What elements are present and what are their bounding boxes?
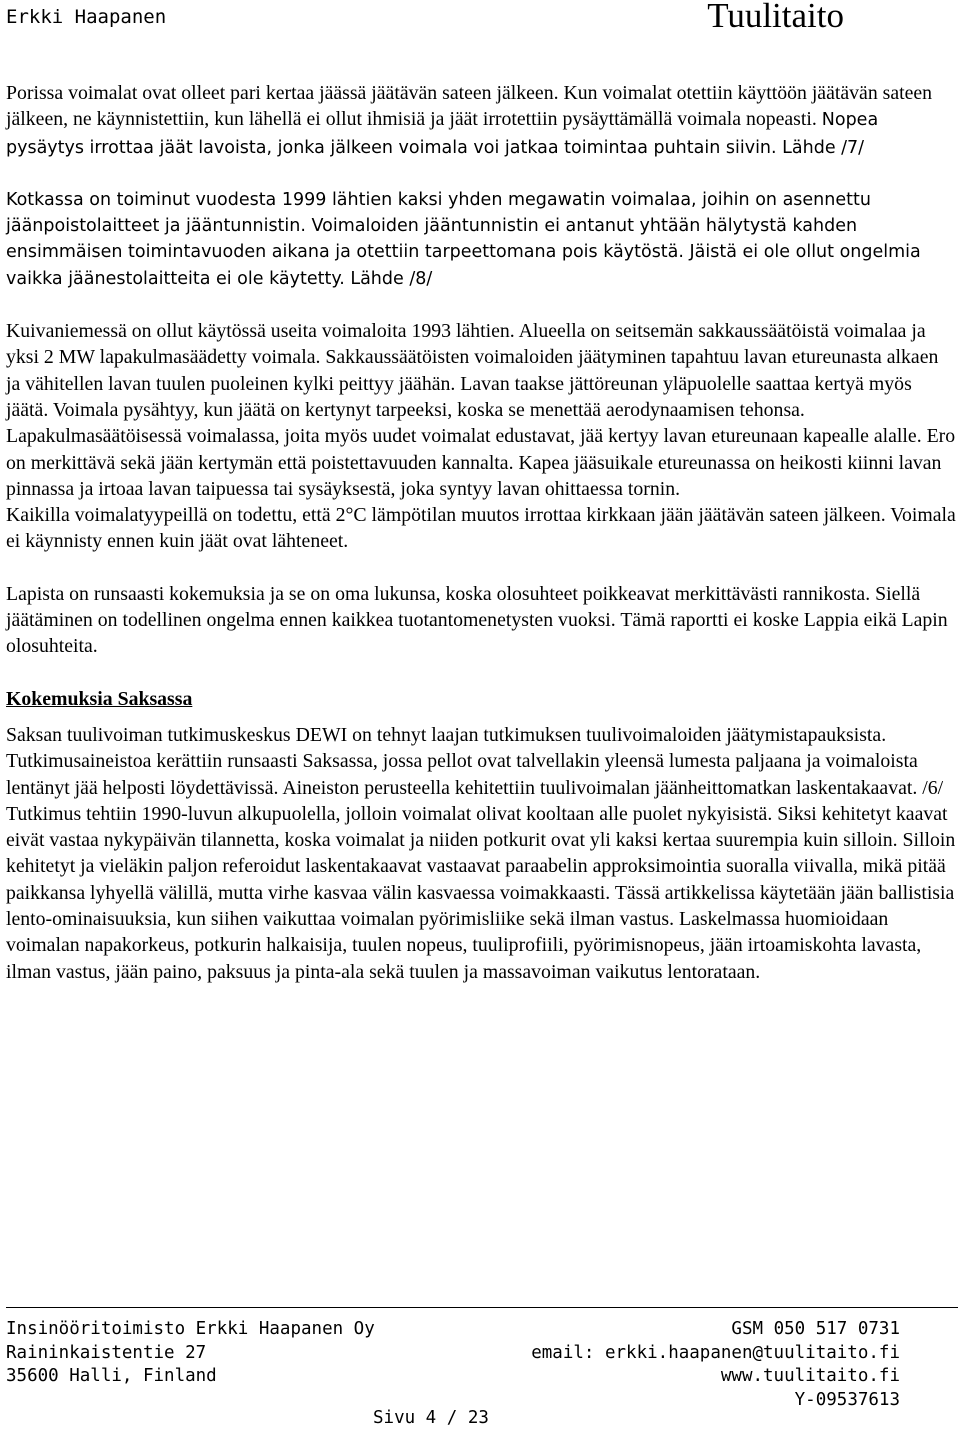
page-number: Sivu 4 / 23 (373, 1408, 489, 1428)
footer-contact (531, 1318, 900, 1412)
header-brand: Tuulitaito (707, 0, 844, 35)
paragraph-kotka-text-a: Kotkassa on toiminut vuodesta 1999 lähtien kaksi yhden megawatin voimalaa, joihin on asennettu jäänpoistolaitteet ja jääntunnistin. (6, 189, 871, 237)
paragraph-pori-text-a: Porissa voimalat ovat olleet pari kertaa jäässä jäätävän sateen jälkeen. Kun voimalat otettiin käyttöön jäätävän sateen jälkeen, ne käynnistettiin, kun lähellä ei ollut ihmisiä ja jäät irrotettiin pysäyttämällä voimala nopeasti. (6, 82, 933, 131)
footer-company: Insinööritoimisto Erkki Haapanen Oy (6, 1319, 375, 1339)
header-author: Erkki Haapanen (6, 6, 167, 28)
paragraph-lappi: Lapista on runsaasti kokemuksia ja se on oma lukunsa, koska olosuhteet poikkeavat merkittävästi rannikosta. Siellä jäätäminen on todellinen ongelma ennen kaikkea tuotantomenetysten vuoksi. Tämä raportti ei koske Lappia eikä Lapin olosuhteita. (6, 582, 948, 658)
paragraph-temperature: Kaikilla voimalatyypeillä on todettu, että 2°C lämpötilan muutos irrottaa kirkkaan jään jäätävän sateen jälkeen. Voimala ei käynnisty ennen kuin jäät ovat lähteneet. (6, 504, 956, 553)
footer-divider (6, 1307, 958, 1308)
paragraph-kotka (6, 187, 956, 292)
paragraph-dewi: Saksan tuulivoiman tutkimuskeskus DEWI on tehnyt laajan tutkimuksen tuulivoimaloiden jäätymistapauksista. Tutkimusaineistoa kerättiin runsaasti Saksassa, jossa pellot ovat talvellakin yleensä lumesta paljaana ja voimaloista lentänyt jää helposti löydettävissä. Aineiston perusteella kehitettiin tuulivoimalan jäänheittomatkan laskentakaavat. /6/ (6, 723, 944, 799)
document-body (6, 80, 956, 985)
section-heading: Kokemuksia Saksassa (6, 687, 193, 710)
paragraph-pori-text-b: Nopea pysäytys irrottaa jäät lavoista, jonka jälkeen voimala voi jatkaa toimintaa puhtain siivin. Lähde /7/ (6, 110, 879, 158)
footer-web: www.tuulitaito.fi (720, 1366, 900, 1386)
footer-ytunnus: Y-09537613 (794, 1389, 900, 1410)
paragraph-kuivaniemi: Kuivaniemessä on ollut käytössä useita voimaloita 1993 lähtien. Alueella on seitsemän sakkaussäätöistä voimalaa ja yksi 2 MW lapakulmasäädetty voimala. Sakkaussäätöisten voimaloiden jäätyminen tapahtuu lavan etureunasta alkaen ja vähitellen lavan tuulen puoleinen kylki peittyy jäähän. Lavan taakse jättöreunan yläpuolelle saattaa kertyä myös jäätä. Voimala pysähtyy, kun jäätä on kertynyt tarpeeksi, koska se menettää aerodynaamisen tehonsa. Lapakulmasäätöisessä voimalassa, joita myös uudet voimalat edustavat, jää kertyy lavan etureunaan kapealle alalle. Ero on merkittävä sekä jään kertymän että poistettavuuden kannalta. Kapea jääsuikale etureunassa on heikosti kiinni lavan pinnassa ja irtoaa lavan taipuessa tai sysäyksestä, joka syntyy lavan ohittaessa tornin. (6, 320, 956, 500)
paragraph-kotka-text-b: Voimaloiden jääntunnistin ei antanut yhtään hälytystä kahden ensimmäisen toimintavuoden aikana ja otettiin tarpeettomana pois käytöstä. Jäistä ei ole ollut ongelmia vaikka jäänestolaitteita ei ole käytetty. Lähde /8/ (6, 216, 921, 289)
paragraph-study: Tutkimus tehtiin 1990-luvun alkupuolella, jolloin voimalat olivat kooltaan alle puolet nykyisistä. Siksi kehitetyt kaavat eivät vastaa nykypäivän tilannetta, koska voimalat ja niiden potkurit ovat yli kaksi kertaa suurempia kuin silloin. Silloin kehitetyt ja vieläkin paljon referoidut laskentakaavat vastaavat paraabelin approksimointia suoralla viivalla, mikä pitää paikkansa lyhyellä välillä, mutta virhe kasvaa välin kasvaessa voimakkaasti. Tässä artikkelissa käytetään jään ballistisia lento-ominaisuuksia, kun siihen vaikuttaa voimalan pyörimisliike sekä ilman vastus. Laskelmassa huomioidaan voimalan napakorkeus, potkurin halkaisija, tuulen nopeus, tuuliprofiili, pyörimisnopeus, jään irtoamiskohta lavasta, ilman vastus, jään paino, paksuus ja pinta-ala sekä tuulen ja massavoiman vaikutus lentorataan. (6, 802, 956, 983)
footer-gsm: GSM 050 517 0731 (731, 1319, 900, 1339)
footer-email: email: erkki.haapanen@tuulitaito.fi (531, 1342, 900, 1363)
footer-address (6, 1318, 375, 1389)
paragraph-pori (6, 80, 956, 161)
footer-street: Raininkaistentie 27 (6, 1342, 207, 1363)
footer-city: 35600 Halli, Finland (6, 1366, 217, 1386)
